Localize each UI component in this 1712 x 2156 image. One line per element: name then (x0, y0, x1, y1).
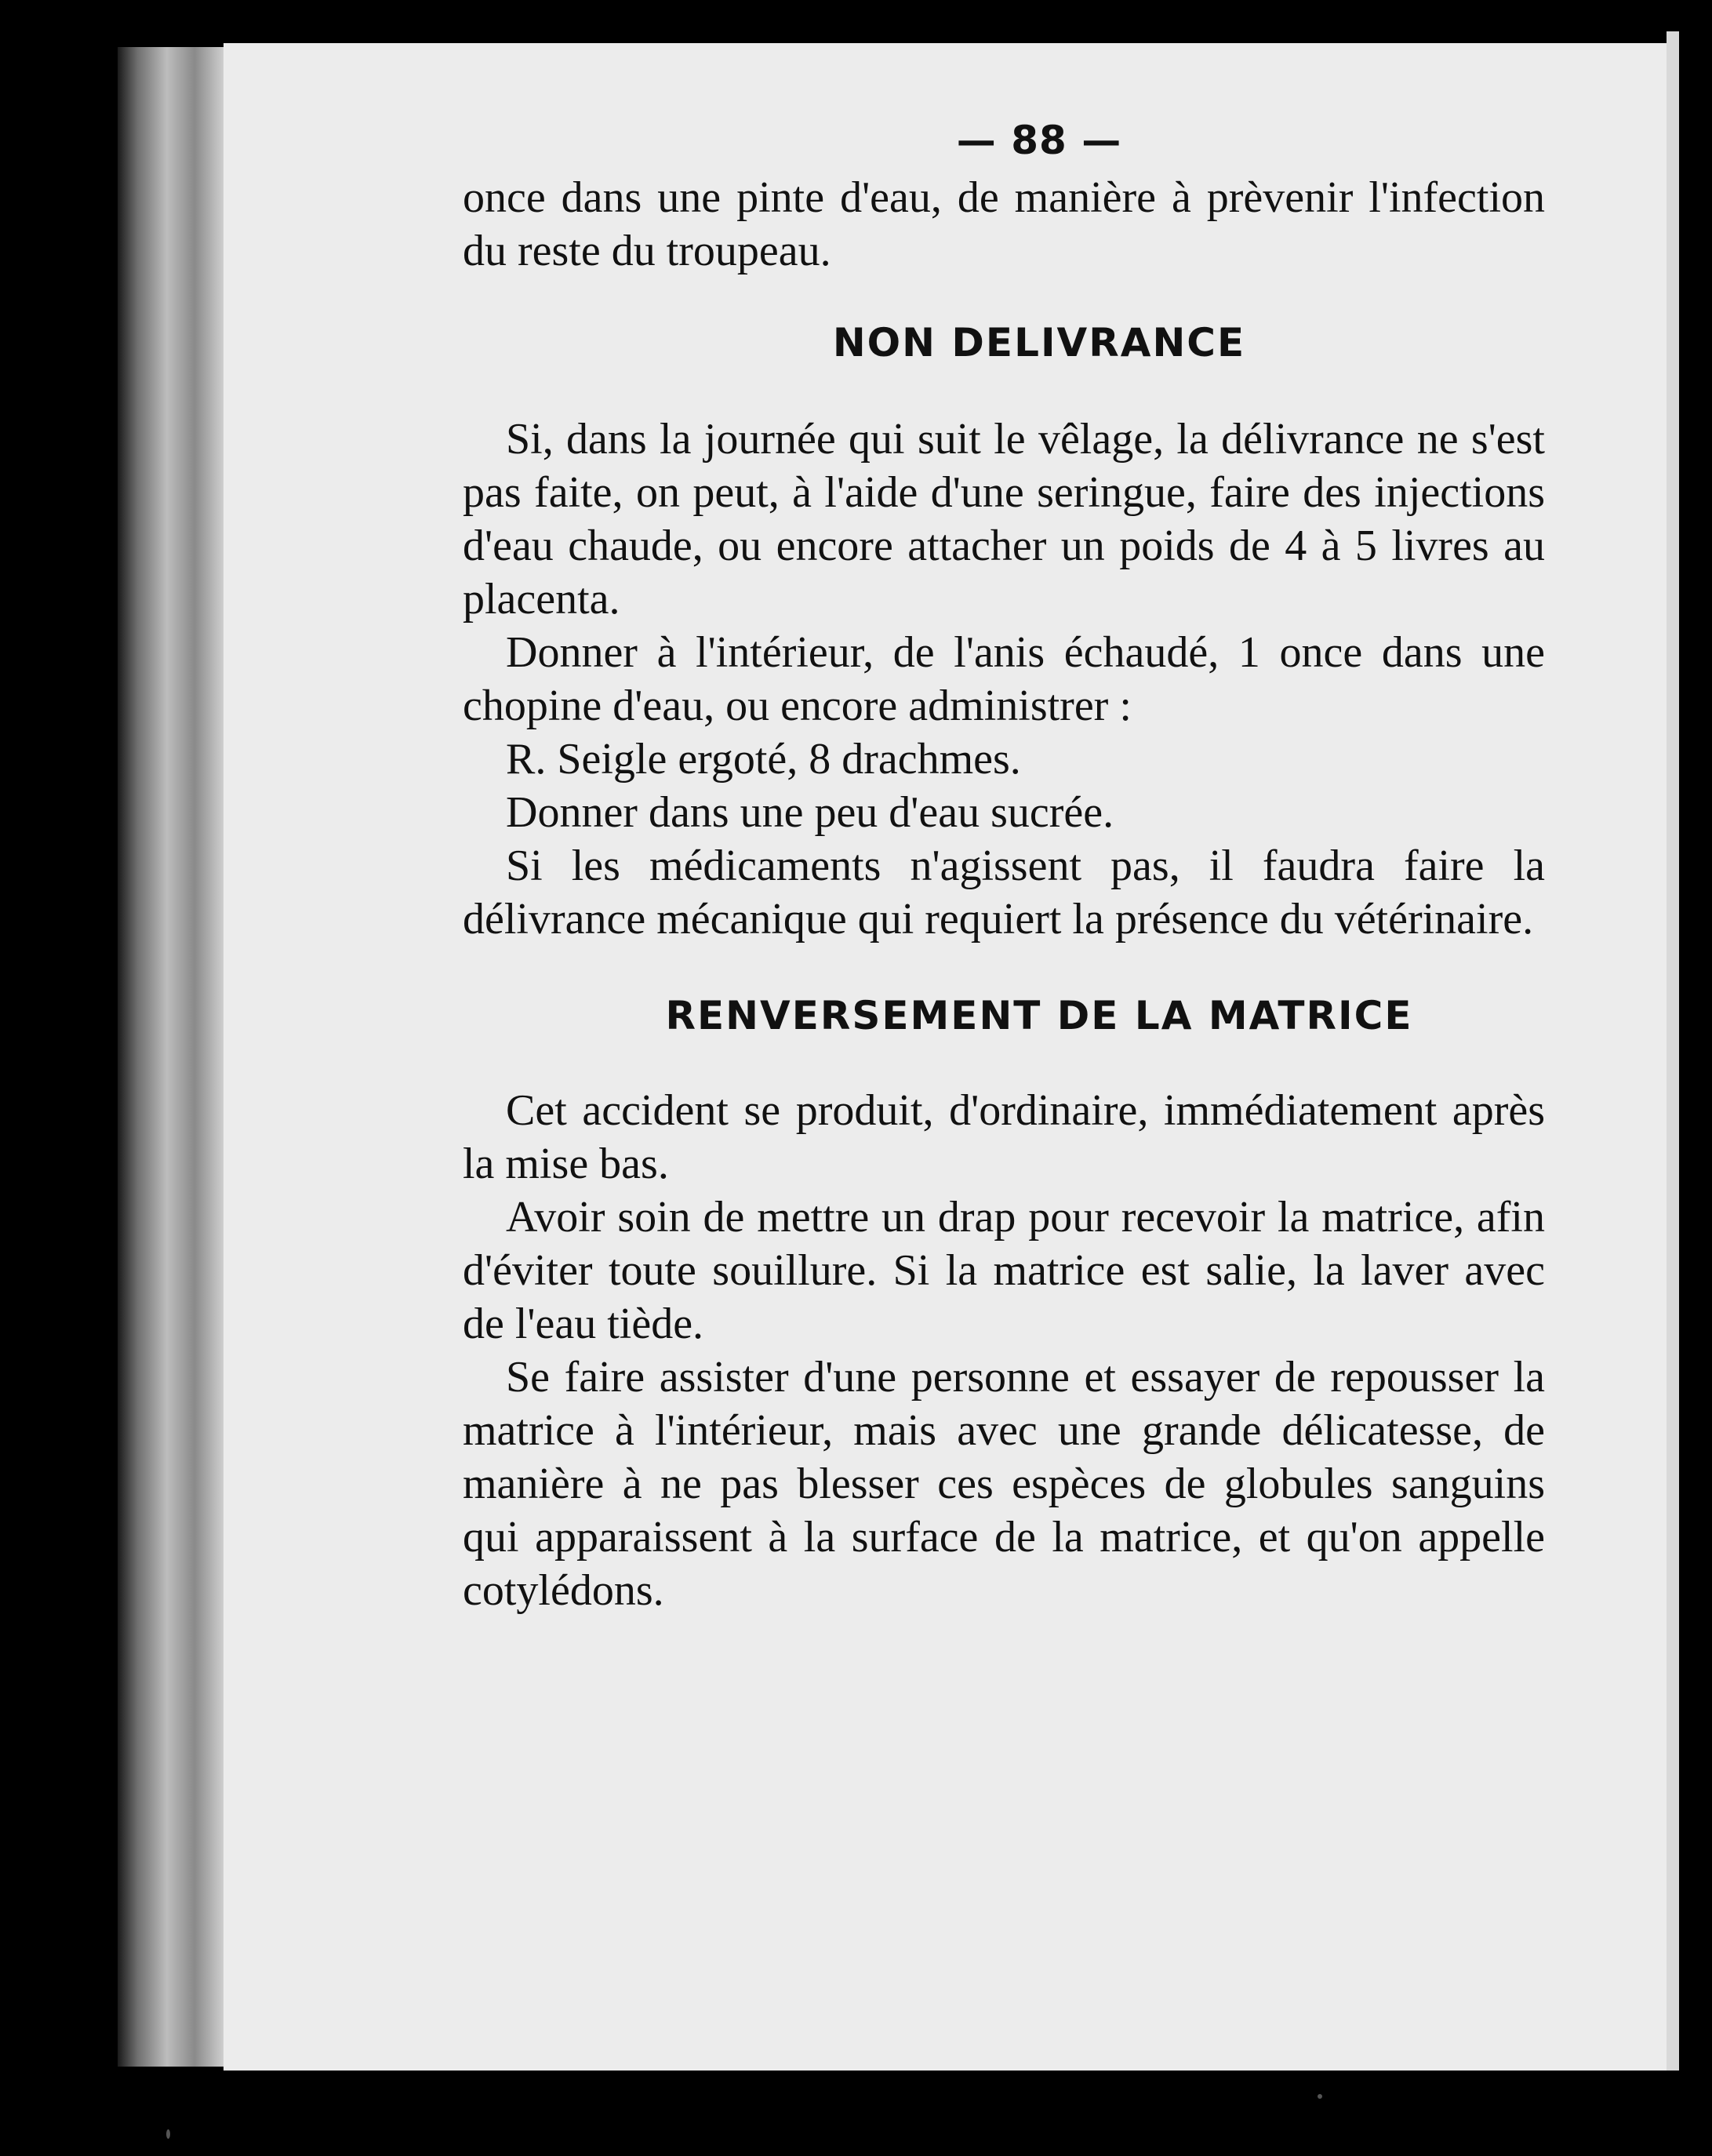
paragraph: once dans une pinte d'eau, de manière à prèvenir l'infection du reste du troupeau. (463, 173, 1545, 275)
paragraph: Si, dans la journée qui suit le vêlage, la délivrance ne s'est pas faite, on peut, à l'aide d'une seringue, faire des injections d'eau chaude, ou encore attacher un poids de 4 à 5 livres au placenta. (463, 415, 1545, 624)
section-heading: NON DELIVRANCE (832, 320, 1246, 365)
page-text (463, 118, 1545, 1617)
section-heading: RENVERSEMENT DE LA MATRICE (665, 993, 1413, 1038)
paragraph: Avoir soin de mettre un drap pour recevoir la matrice, afin d'éviter toute souillure. Si la matrice est salie, la laver avec de l'eau tiède. (463, 1193, 1545, 1348)
paragraph: R. Seigle ergoté, 8 drachmes. (506, 735, 1021, 784)
book-page-edge (118, 47, 227, 2067)
paragraph: Si les médicaments n'agissent pas, il faudra faire la délivrance mécanique qui requiert la présence du vétérinaire. (463, 842, 1545, 943)
facing-page-edge (1667, 31, 1679, 2071)
paragraph: Se faire assister d'une personne et essayer de repousser la matrice à l'intérieur, mais avec une grande délicatesse, de manière à ne pas blesser ces espèces de globules sanguins qui apparaissent à la surface de la matrice, et qu'on appelle cotylédons. (463, 1353, 1545, 1615)
scan-speck (166, 2129, 170, 2139)
page-number: — 88 — (956, 118, 1122, 163)
paragraph: Donner dans une peu d'eau sucrée. (506, 788, 1114, 837)
paragraph: Cet accident se produit, d'ordinaire, immédiatement après la mise bas. (463, 1086, 1545, 1188)
paragraph: Donner à l'intérieur, de l'anis échaudé, 1 once dans une chopine d'eau, ou encore administrer : (463, 628, 1545, 730)
scan-speck (1318, 2094, 1322, 2099)
